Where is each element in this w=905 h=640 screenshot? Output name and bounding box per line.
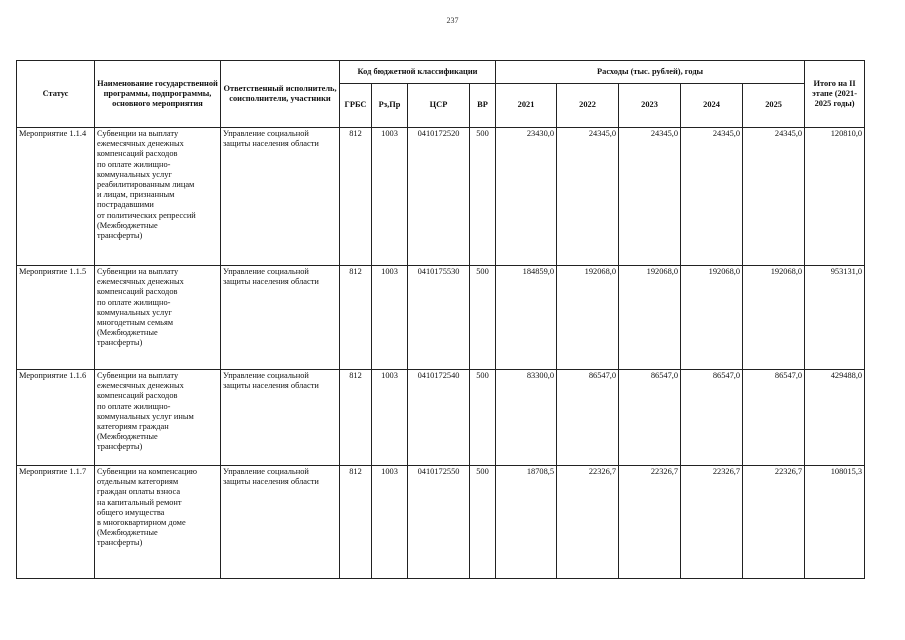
row-name-line: Субвенции на выплату (97, 371, 179, 380)
row-name-line: пострадавшими (97, 200, 154, 210)
row-value-2023: 192068,0 (619, 266, 681, 370)
row-value-2024: 24345,0 (681, 128, 743, 266)
row-name-line: ежемесячных денежных (97, 277, 184, 287)
table-row (17, 370, 865, 466)
header-year: 2022 (557, 84, 619, 128)
row-vr: 500 (470, 128, 496, 266)
header-status: Статус (17, 61, 95, 128)
row-name-line: категориям граждан (97, 422, 169, 432)
row-grbs: 812 (340, 466, 372, 579)
row-total: 108015,3 (805, 466, 865, 579)
row-executor: Управление социальной защиты населения области (221, 370, 340, 466)
row-name-line: на капитальный ремонт (97, 497, 182, 507)
row-name-line: по оплате жилищно- (97, 159, 171, 169)
header-expenses: Расходы (тыс. рублей), годы (496, 61, 805, 84)
row-name-line: (Межбюджетные (97, 220, 158, 230)
row-name-line: по оплате жилищно- (97, 297, 171, 307)
row-name (95, 266, 221, 370)
header-executor: Ответственный исполнитель, соисполнители, участники (221, 61, 340, 128)
header-year: 2024 (681, 84, 743, 128)
row-value-2022: 192068,0 (557, 266, 619, 370)
row-name-line: по оплате жилищно- (97, 401, 171, 411)
header-grbs: ГРБС (340, 84, 372, 128)
row-value-2022: 24345,0 (557, 128, 619, 266)
page-number: 237 (446, 16, 459, 25)
row-name-line: граждан оплаты взноса (97, 487, 181, 497)
row-value-2025: 24345,0 (743, 128, 805, 266)
header-total: Итого на II этапе (2021-2025 годы) (805, 61, 865, 128)
header-csr: ЦСР (408, 84, 470, 128)
row-vr: 500 (470, 370, 496, 466)
row-name-line: ежемесячных денежных (97, 139, 184, 149)
row-name-line: компенсаций расходов (97, 149, 178, 159)
row-vr: 500 (470, 266, 496, 370)
row-value-2024: 86547,0 (681, 370, 743, 466)
row-name-line: коммунальных услуг иным (97, 411, 194, 421)
row-name-line: трансферты) (97, 338, 143, 348)
row-name-line: коммунальных услуг (97, 169, 172, 179)
row-name-line: и лицам, признанным (97, 190, 175, 200)
header-name: Наименование государственной программы, подпрограммы, основного мероприятия (95, 61, 221, 128)
header-vr: ВР (470, 84, 496, 128)
row-rzpr: 1003 (372, 266, 408, 370)
row-name-line: Субвенции на компенсацию (97, 467, 198, 476)
header-rzpr: Рз,Пр (372, 84, 408, 128)
row-name-line: трансферты) (97, 442, 143, 452)
row-rzpr: 1003 (372, 466, 408, 579)
row-rzpr: 1003 (372, 128, 408, 266)
table-row (17, 266, 865, 370)
row-name-line: компенсаций расходов (97, 391, 178, 401)
row-rzpr: 1003 (372, 370, 408, 466)
row-value-2025: 22326,7 (743, 466, 805, 579)
row-value-2022: 22326,7 (557, 466, 619, 579)
header-budget-code: Код бюджетной классификации (340, 61, 496, 84)
header-year: 2023 (619, 84, 681, 128)
row-name-line: многодетным семьям (97, 318, 174, 328)
row-status: Мероприятие 1.1.5 (17, 266, 95, 370)
row-name-line: (Межбюджетные (97, 432, 158, 442)
row-executor: Управление социальной защиты населения области (221, 128, 340, 266)
row-csr: 0410172540 (408, 370, 470, 466)
row-name-line: (Межбюджетные (97, 528, 158, 538)
row-name-line: от политических репрессий (97, 210, 196, 220)
row-csr: 0410172550 (408, 466, 470, 579)
row-executor: Управление социальной защиты населения области (221, 466, 340, 579)
row-total: 120810,0 (805, 128, 865, 266)
row-value-2024: 22326,7 (681, 466, 743, 579)
row-value-2023: 24345,0 (619, 128, 681, 266)
row-value-2022: 86547,0 (557, 370, 619, 466)
row-name-line: Субвенции на выплату (97, 129, 179, 138)
row-status: Мероприятие 1.1.4 (17, 128, 95, 266)
row-value-2021: 23430,0 (496, 128, 557, 266)
row-name-line: общего имущества (97, 507, 165, 517)
row-value-2024: 192068,0 (681, 266, 743, 370)
row-executor: Управление социальной защиты населения области (221, 266, 340, 370)
row-vr: 500 (470, 466, 496, 579)
table-row (17, 128, 865, 266)
row-name-line: отдельным категориям (97, 477, 179, 487)
table-row (17, 466, 865, 579)
row-value-2023: 86547,0 (619, 370, 681, 466)
row-name-line: трансферты) (97, 538, 143, 548)
row-name-line: в многоквартирном доме (97, 518, 186, 528)
row-name-line: Субвенции на выплату (97, 267, 179, 276)
row-name-line: коммунальных услуг (97, 307, 172, 317)
row-grbs: 812 (340, 128, 372, 266)
header-year: 2025 (743, 84, 805, 128)
row-csr: 0410175530 (408, 266, 470, 370)
row-name (95, 128, 221, 266)
row-name-line: трансферты) (97, 231, 143, 241)
row-name (95, 370, 221, 466)
row-name-line: ежемесячных денежных (97, 381, 184, 391)
row-grbs: 812 (340, 266, 372, 370)
table-header-row (17, 61, 865, 84)
row-name-line: компенсаций расходов (97, 287, 178, 297)
row-status: Мероприятие 1.1.7 (17, 466, 95, 579)
row-total: 429488,0 (805, 370, 865, 466)
row-value-2023: 22326,7 (619, 466, 681, 579)
row-status: Мероприятие 1.1.6 (17, 370, 95, 466)
budget-table (16, 60, 865, 579)
row-name-line: (Межбюджетные (97, 328, 158, 338)
row-value-2025: 86547,0 (743, 370, 805, 466)
row-name-line: реабилитированным лицам (97, 180, 195, 190)
row-grbs: 812 (340, 370, 372, 466)
row-value-2021: 184859,0 (496, 266, 557, 370)
row-total: 953131,0 (805, 266, 865, 370)
row-value-2021: 18708,5 (496, 466, 557, 579)
header-year: 2021 (496, 84, 557, 128)
row-value-2025: 192068,0 (743, 266, 805, 370)
row-name (95, 466, 221, 579)
row-csr: 0410172520 (408, 128, 470, 266)
row-value-2021: 83300,0 (496, 370, 557, 466)
